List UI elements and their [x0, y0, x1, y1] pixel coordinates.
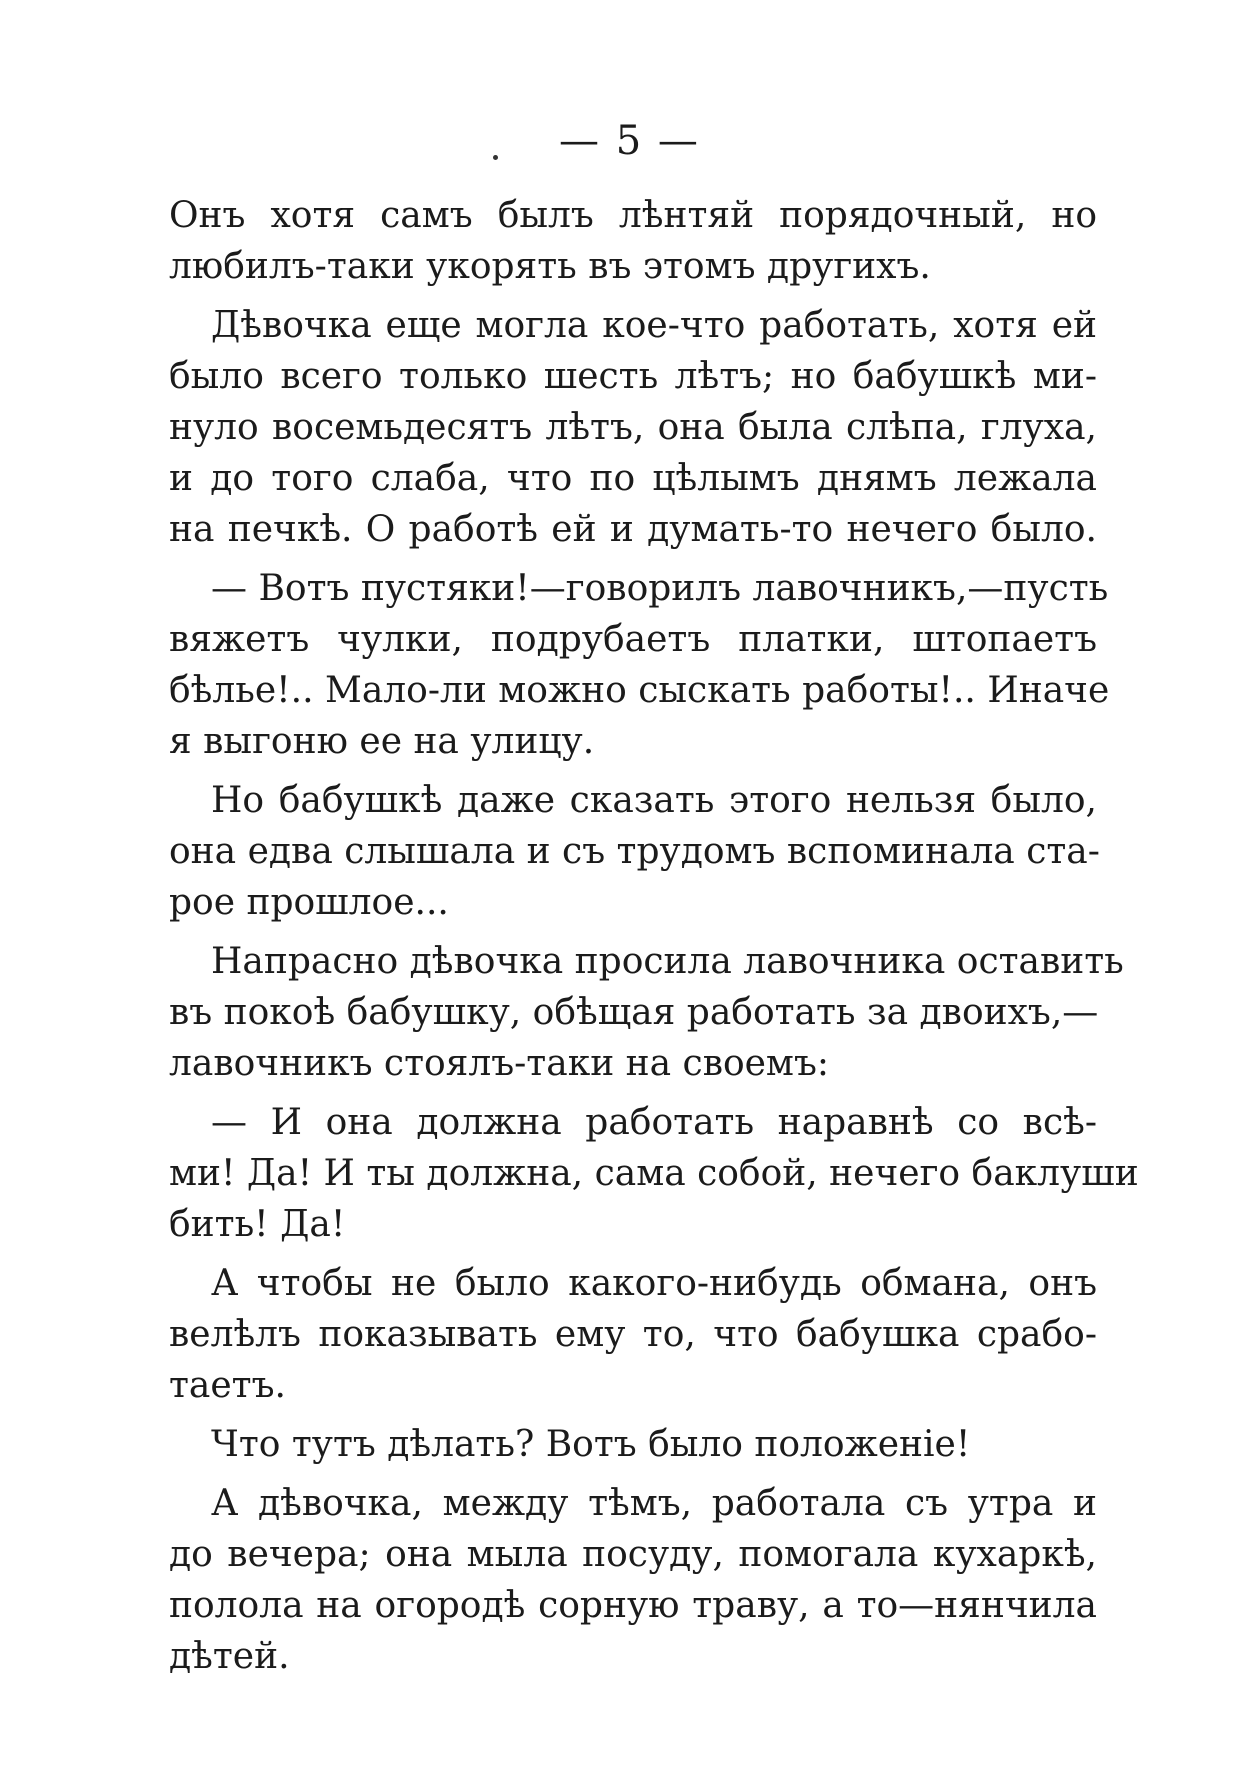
- page-number: — 5 —: [559, 118, 700, 164]
- paragraph: [169, 1097, 1139, 1250]
- text-line: на печкѣ. О работѣ ей и думать-то нечего было.: [169, 509, 1097, 550]
- text-line: я выгоню ее на улицу.: [169, 721, 595, 762]
- body-text: [169, 190, 1139, 1690]
- text-line: Дѣвочка еще могла кое-что работать, хотя ей: [211, 305, 1097, 346]
- text-line: — И она должна работать наравнѣ со всѣ-: [211, 1102, 1097, 1143]
- paragraph: [169, 1478, 1097, 1682]
- text-line: дѣтей.: [169, 1636, 290, 1677]
- paragraph: [169, 190, 1097, 292]
- text-line: вяжетъ чулки, подрубаетъ платки, штопаетъ: [169, 619, 1097, 660]
- text-line: таетъ.: [169, 1365, 286, 1406]
- paragraph: [169, 775, 1100, 928]
- text-line: бѣлье!.. Мало-ли можно сыскать работы!.. Иначе: [169, 670, 1110, 711]
- text-line: нуло восемьдесятъ лѣтъ, она была слѣпа, глуха,: [169, 407, 1097, 448]
- text-line: лавочникъ стоялъ-таки на своемъ:: [169, 1043, 829, 1084]
- text-line: велѣлъ показывать ему то, что бабушка срабо-: [169, 1314, 1097, 1355]
- paragraph: [169, 563, 1110, 767]
- text-line: и до того слаба, что по цѣлымъ днямъ лежала: [169, 458, 1097, 499]
- text-line: полола на огородѣ сорную траву, а то—нянчила: [169, 1585, 1097, 1626]
- text-line: въ покоѣ бабушку, обѣщая работать за двоихъ,—: [169, 992, 1099, 1033]
- text-line: Но бабушкѣ даже сказать этого нельзя было,: [211, 780, 1097, 821]
- text-line: А чтобы не было какого-нибудь обмана, онъ: [211, 1263, 1097, 1304]
- text-line: любилъ-таки укорять въ этомъ другихъ.: [169, 246, 931, 287]
- text-line: Напрасно дѣвочка просила лавочника оставить: [211, 941, 1124, 982]
- paragraph: [169, 936, 1124, 1089]
- text-line: она едва слышала и съ трудомъ вспоминала ста-: [169, 831, 1100, 872]
- text-line: было всего только шесть лѣтъ; но бабушкѣ ми-: [169, 356, 1097, 397]
- text-line: до вечера; она мыла посуду, помогала кухаркѣ,: [169, 1534, 1097, 1575]
- paragraph: [169, 1419, 1097, 1470]
- text-line: А дѣвочка, между тѣмъ, работала съ утра и: [211, 1483, 1097, 1524]
- text-line: бить! Да!: [169, 1204, 346, 1245]
- text-line: — Вотъ пустяки!—говорилъ лавочникъ,—пусть: [211, 568, 1109, 609]
- text-line: рое прошлое...: [169, 882, 449, 923]
- paragraph: [169, 1258, 1097, 1411]
- text-line: Что тутъ дѣлать? Вотъ было положеніе!: [211, 1424, 971, 1465]
- paragraph: [169, 300, 1097, 555]
- text-line: Онъ хотя самъ былъ лѣнтяй порядочный, но: [169, 195, 1097, 236]
- text-line: ми! Да! И ты должна, сама собой, нечего баклуши: [169, 1153, 1139, 1194]
